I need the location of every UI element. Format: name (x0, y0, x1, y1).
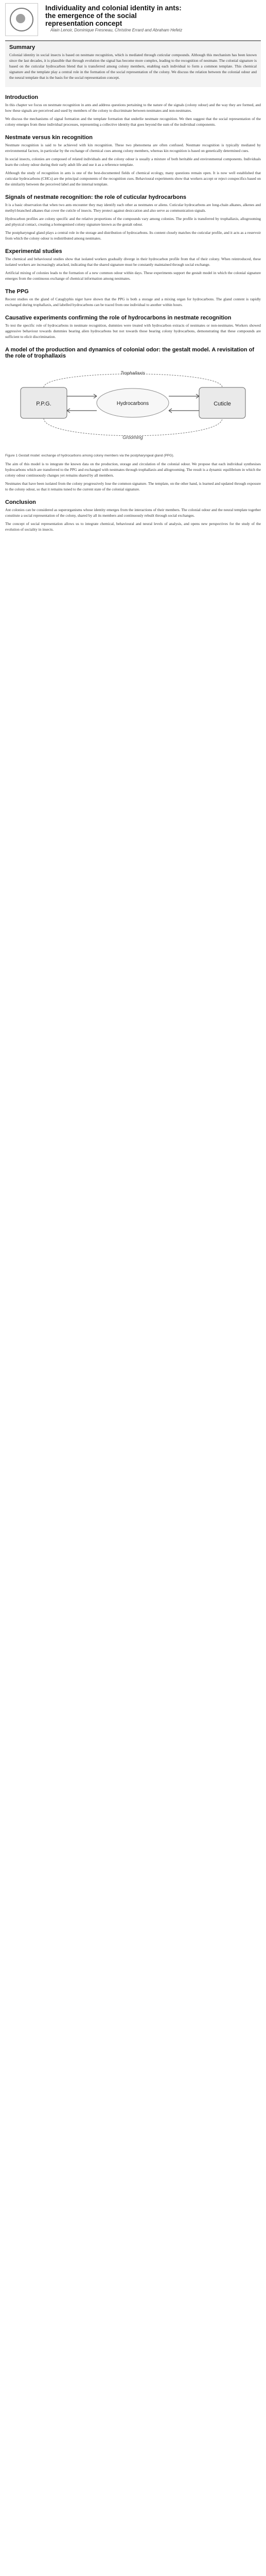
summary-heading: Summary (9, 44, 36, 50)
figure-caption: Figure 1 Gestalt model: exchange of hydrocarbons among colony members via the postpharyngeal gland (PPG). (5, 454, 174, 457)
section-paragraph: In social insects, colonies are composed of related individuals and the colony odour is usually a mixture of both heritable and environmental components. Individuals learn the colony odour during their early adult life and use it as a reference template. (5, 157, 261, 167)
title-line-1: Individuality and colonial identity in ants: (45, 4, 182, 12)
section-paragraph: The chemical and behavioural studies show that isolated workers gradually diverge in their hydrocarbon profile from that of their colony. When reintroduced, these isolated workers are increasingly attacked, indicating that the shared signature must be constantly maintained through social exchange. (5, 257, 261, 267)
section-introduction (5, 94, 261, 127)
section-ppg (5, 289, 261, 308)
figure-diagram (5, 364, 261, 452)
title-line-3: representation concept (45, 20, 122, 27)
article-header (0, 0, 266, 36)
section-signals (5, 194, 261, 241)
section-paragraph: Although the study of recognition in ants is one of the best-documented fields of chemical ecology, many questions remain open. It is now well established that cuticular hydrocarbons (CHCs) are the principal components of the recognition cues. Behavioural experiments show that workers accept or reject conspecifics based on the similarity between the perceived label and the internal template. (5, 171, 261, 187)
arrow-bottom-label: Grooming (122, 435, 143, 440)
journal-logo (5, 3, 38, 36)
arrow-top-label: Trophallaxis (120, 370, 145, 376)
section-heading: Conclusion (5, 499, 36, 505)
arrow-bottom-curve (44, 418, 222, 436)
article-authors: Alain Lenoir, Dominique Fresneau, Christine Errard and Abraham Hefetz (50, 28, 183, 32)
section-nestmate-vs-kin (5, 134, 261, 187)
summary-paragraph: Colonial identity in social insects is based on nestmate recognition, which is mediated through cuticular compounds. Although this mechanism has been known since the last decades, it is plausible that through evolution the signal has become more complex, leading to the recognition of nestmate. The colonial signature is based on the cuticular hydrocarbon blend that is transferred among colony members, enabling each individual to form a common template. This chemical signature and the template play a central role in the formation of the social representation of the colony. We discuss the relation between the colonial odour and the neural template that is the basis for the social representation concept. (9, 53, 257, 80)
logo-emblem-icon (10, 8, 33, 31)
section-heading: Signals of nestmate recognition: the role of cuticular hydrocarbons (5, 194, 187, 200)
section-gestalt-model (5, 347, 261, 359)
section-paragraph: We discuss the mechanisms of signal formation and the template formation that underlie nestmate recognition. We then suggest that the social representation of the colony emerges from these individual processes, representing a collective identity that goes beyond the sum of the individual components. (5, 116, 261, 127)
arrow-top-curve (44, 374, 222, 387)
section-paragraph: Nestmates that have been isolated from the colony progressively lose the common signature. The template, on the other hand, is learned and updated through exposure to the colony odour, so that it remains tuned to the current state of the colonial signature. (5, 481, 261, 492)
figure-gestalt-model (5, 364, 261, 458)
section-paragraph: Nestmate recognition is said to be achieved with kin recognition. These two phenomena are often confused. Nestmate recognition is typically mediated by environmental factors, in particular by the exchange of chemical cues among colony members, whereas kin recognition is based on genetically determined cues. (5, 143, 261, 153)
cuticle-box-label: Cuticle (214, 401, 231, 407)
section-paragraph: Ant colonies can be considered as superorganisms whose identity emerges from the interactions of their members. The colonial odour and the neural template together constitute a social representation of the colony, shared by all its members and continuously rebuilt through social exchanges. (5, 507, 261, 518)
ppg-box-label: P.P.G. (36, 401, 51, 407)
section-heading: The PPG (5, 289, 29, 295)
section-heading: Nestmate versus kin recognition (5, 134, 93, 141)
title-block (45, 4, 182, 32)
section-heading: Causative experiments confirming the role of hydrocarbons in nestmate recognition (5, 315, 232, 321)
title-line-2: the emergence of the social (45, 12, 137, 20)
section-paragraph: The aim of this model is to integrate the known data on the production, storage and circulation of the colonial odour. We propose that each individual synthesises hydrocarbons which are transferred to the PPG and exchanged with nestmates through trophallaxis and allogrooming. The result is a dynamic equilibrium in which the colony odour continuously changes yet remains shared by all members. (5, 462, 261, 478)
section-paragraph: Recent studies on the gland of Cataglyphis niger have shown that the PPG is both a storage and a mixing organ for hydrocarbons. The gland content is rapidly exchanged during trophallaxis, and labelled hydrocarbons can be traced from one individual to another within hours. (5, 297, 261, 307)
section-paragraph: It is a basic observation that when two ants encounter they may identify each other as nestmates or aliens. Cuticular hydrocarbons are long-chain alkanes, alkenes and methyl-branched alkanes that cover the cuticle of insects. They protect against desiccation and also serve as communication signals. (5, 202, 261, 213)
section-paragraph: To test the specific role of hydrocarbons in nestmate recognition, dummies were treated with hydrocarbon extracts of nestmates or non-nestmates. Workers showed aggressive behaviour towards dummies bearing alien hydrocarbons but not towards those bearing colony hydrocarbons, demonstrating that these compounds are sufficient to elicit discrimination. (5, 323, 261, 339)
section-heading: Introduction (5, 94, 39, 100)
section-conclusion (5, 499, 261, 532)
section-heading: A model of the production and dynamics of colonial odor: the gestalt model. A revisitation of the role of trophallaxis (5, 347, 255, 359)
section-paragraph: The concept of social representation allows us to integrate chemical, behavioural and neural levels of analysis, and opens new perspectives for the study of the evolution of sociality in insects. (5, 521, 261, 532)
section-causative (5, 315, 261, 340)
section-paragraph: Hydrocarbon profiles are colony specific and the relative proportions of the compounds vary among colonies. The profile is transferred by trophallaxis, allogrooming and physical contact, creating a homogenised colony signature known as the gestalt odour. (5, 216, 261, 227)
summary-box (5, 40, 261, 87)
section-gestalt-model-body (5, 461, 261, 492)
section-paragraph: In this chapter we focus on nestmate recognition in ants and address questions pertaining to the nature of the signals (colony odour) and the way they are formed, and how these signals are perceived and used by members of the colony to discriminate between nestmates and non-nestmates. (5, 103, 261, 113)
section-paragraph: The postpharyngeal gland plays a central role in the storage and distribution of hydrocarbons. Its content closely matches the cuticular profile, and it acts as a reservoir from which the colony odour is redistributed among nestmates. (5, 230, 261, 241)
section-heading: Experimental studies (5, 248, 62, 255)
article-title (45, 4, 182, 27)
section-paragraph: Artificial mixing of colonies leads to the formation of a new common odour within days. These experiments support the gestalt model in which the colonial signature emerges from the continuous exchange of chemical information among nestmates. (5, 270, 261, 281)
hydrocarbons-label: Hydrocarbons (116, 401, 149, 406)
section-experimental (5, 248, 261, 281)
